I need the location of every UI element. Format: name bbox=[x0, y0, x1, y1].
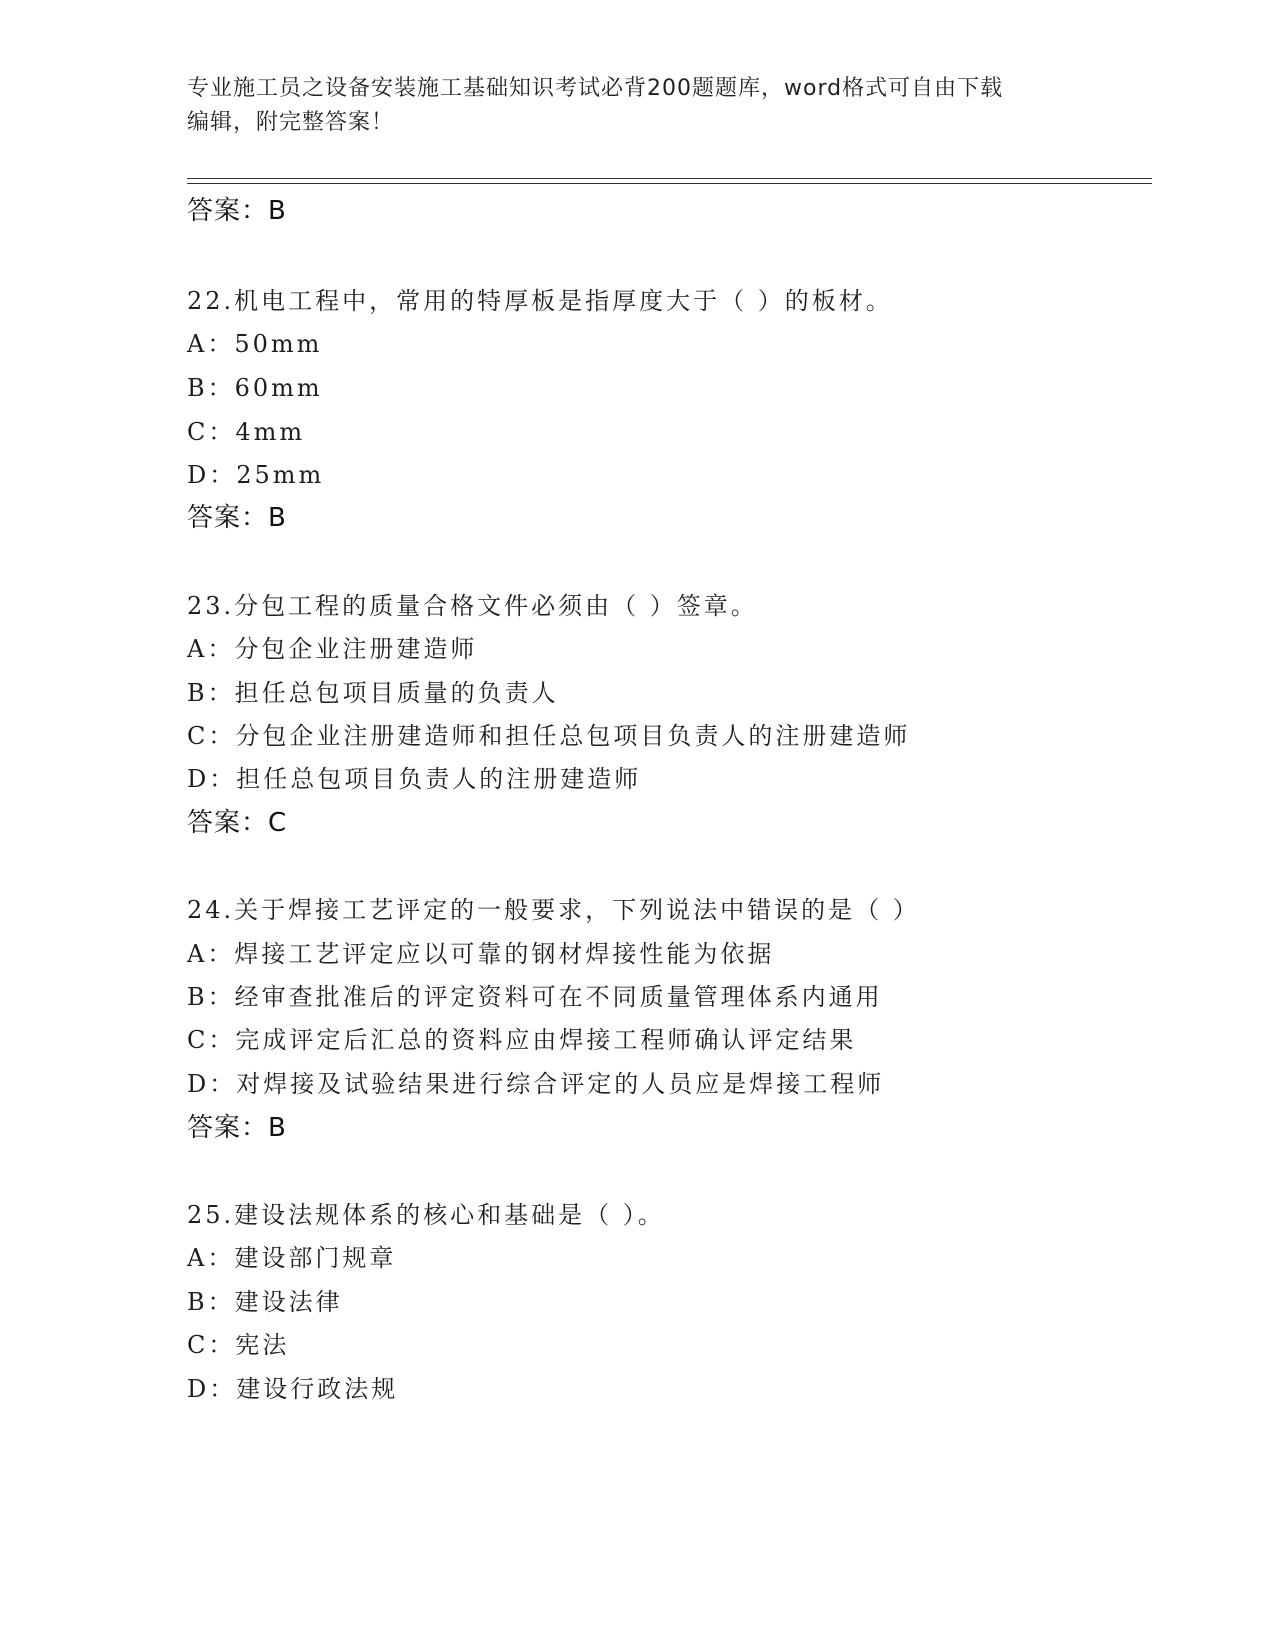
answer-21: 答案：B bbox=[187, 196, 287, 226]
question-25-stem: 25.建设法规体系的核心和基础是（ ）。 bbox=[187, 1201, 665, 1229]
question-22-stem: 22.机电工程中，常用的特厚板是指厚度大于（ ）的板材。 bbox=[187, 287, 893, 315]
question-23-option-a: A：分包企业注册建造师 bbox=[187, 635, 478, 663]
question-24-option-d: D：对焊接及试验结果进行综合评定的人员应是焊接工程师 bbox=[187, 1070, 885, 1098]
question-25-option-a: A：建设部门规章 bbox=[187, 1244, 397, 1272]
question-24-stem: 24.关于焊接工艺评定的一般要求，下列说法中错误的是（ ） bbox=[187, 896, 920, 924]
header-line-1: 专业施工员之设备安装施工基础知识考试必背200题题库，word格式可自由下载 bbox=[187, 76, 1004, 101]
question-22-option-b: B：60mm bbox=[187, 374, 323, 402]
answer-24: 答案：B bbox=[187, 1113, 287, 1143]
header-line-2: 编辑，附完整答案！ bbox=[187, 110, 395, 135]
question-22-option-d: D：25mm bbox=[187, 461, 325, 489]
document-header bbox=[187, 72, 1067, 140]
question-24-option-c: C：完成评定后汇总的资料应由焊接工程师确认评定结果 bbox=[187, 1026, 857, 1054]
question-25-option-c: C：宪法 bbox=[187, 1331, 290, 1359]
question-22-option-c: C：4mm bbox=[187, 418, 306, 446]
answer-22: 答案：B bbox=[187, 503, 287, 533]
question-24-option-b: B：经审查批准后的评定资料可在不同质量管理体系内通用 bbox=[187, 983, 883, 1011]
question-23-stem: 23.分包工程的质量合格文件必须由（ ）签章。 bbox=[187, 592, 758, 620]
question-23-option-c: C：分包企业注册建造师和担任总包项目负责人的注册建造师 bbox=[187, 722, 911, 750]
header-divider-bottom bbox=[187, 183, 1152, 184]
question-25-option-d: D：建设行政法规 bbox=[187, 1375, 399, 1403]
question-23-option-d: D：担任总包项目负责人的注册建造师 bbox=[187, 765, 642, 793]
answer-23: 答案：C bbox=[187, 808, 288, 838]
question-24-option-a: A：焊接工艺评定应以可靠的钢材焊接性能为依据 bbox=[187, 940, 775, 968]
header-divider-top bbox=[187, 178, 1152, 179]
question-23-option-b: B：担任总包项目质量的负责人 bbox=[187, 679, 559, 707]
question-25-option-b: B：建设法律 bbox=[187, 1288, 343, 1316]
question-22-option-a: A：50mm bbox=[187, 330, 323, 358]
